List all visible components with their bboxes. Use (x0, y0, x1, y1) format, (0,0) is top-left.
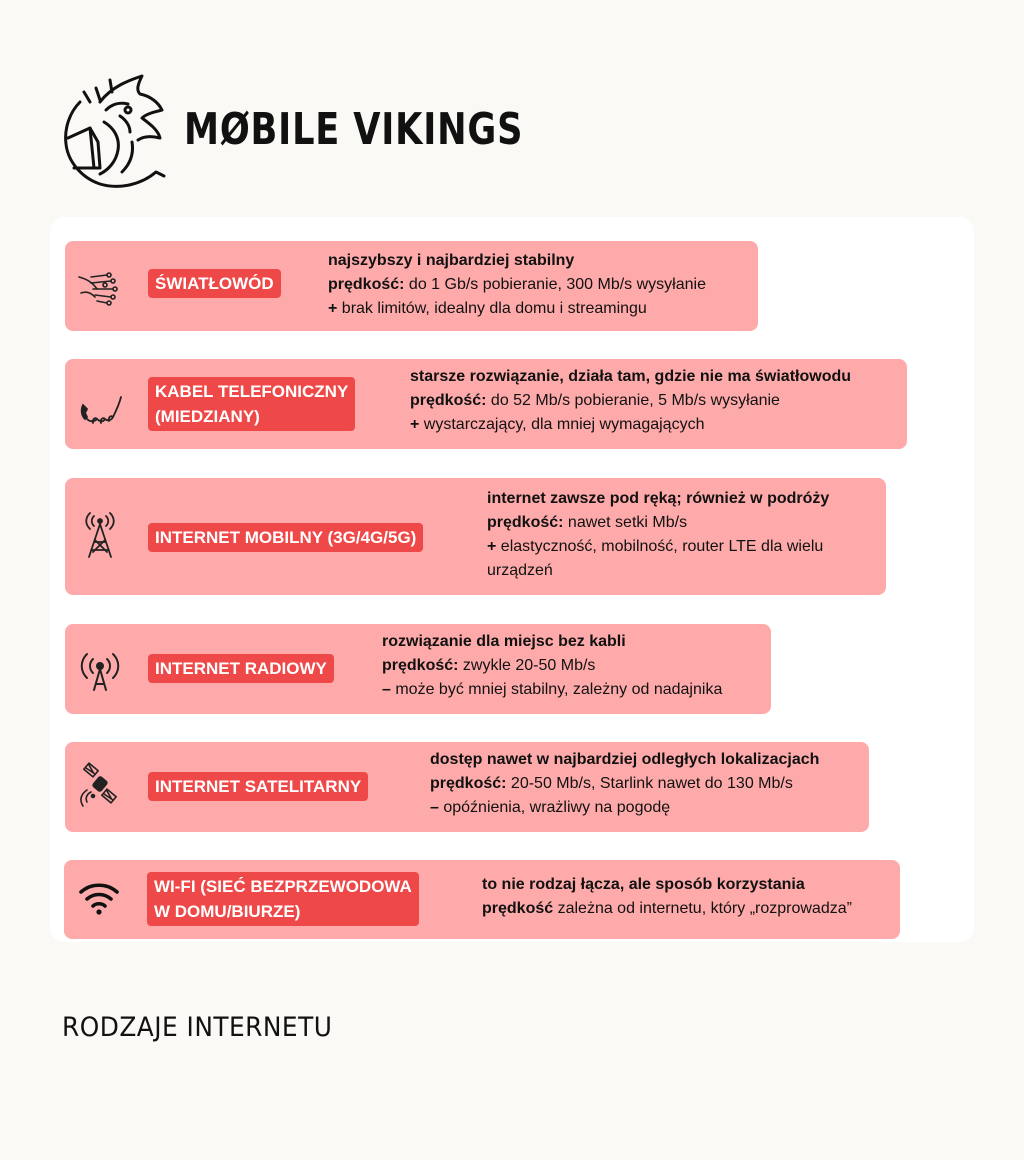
headline: internet zawsze pod ręką; również w podróży (487, 490, 830, 507)
dragon-head-icon (60, 72, 172, 190)
label-mobile: INTERNET MOBILNY (3G/4G/5G) (148, 523, 423, 552)
card-satellite (65, 742, 869, 832)
headline: starsze rozwiązanie, działa tam, gdzie nie ma światłowodu (410, 368, 852, 385)
page-title: RODZAJE INTERNETU (62, 1012, 333, 1043)
label-fiber: ŚWIATŁOWÓD (148, 269, 281, 298)
radio-antenna-icon (77, 646, 123, 692)
label-radio: INTERNET RADIOWY (148, 654, 334, 683)
desc-fiber: najszybszy i najbardziej stabilny prędkość: do 1 Gb/s pobieranie, 300 Mb/s wysyłanie + brak limitów, idealny dla domu i streamingu (328, 249, 706, 321)
card-mobile (65, 478, 886, 595)
desc-wifi: to nie rodzaj łącza, ale sposób korzystania prędkość zależna od internetu, który „rozprowadza” (482, 873, 852, 921)
fiber-optic-icon (77, 263, 123, 309)
headline: rozwiązanie dla miejsc bez kabli (382, 633, 626, 650)
brand-name[interactable]: MØBILE VIKINGS (184, 104, 524, 155)
label-copper: KABEL TELEFONICZNY (MIEDZIANY) (148, 377, 355, 431)
wifi-icon (76, 876, 122, 922)
desc-mobile: internet zawsze pod ręką; również w podróży prędkość: nawet setki Mb/s + elastyczność, mobilność, router LTE dla wielu urządzeń (487, 487, 877, 583)
cell-tower-icon (77, 512, 123, 558)
card-radio (65, 624, 771, 714)
label-wifi: WI-FI (SIEĆ BEZPRZEWODOWA W DOMU/BIURZE) (147, 872, 419, 926)
card-copper (65, 359, 907, 449)
card-wifi (64, 860, 900, 939)
brand-logo (60, 72, 524, 192)
headline: najszybszy i najbardziej stabilny (328, 252, 575, 269)
satellite-icon (77, 762, 123, 808)
label-satellite: INTERNET SATELITARNY (148, 772, 368, 801)
desc-radio: rozwiązanie dla miejsc bez kabli prędkość: zwykle 20-50 Mb/s – może być mniej stabilny, zależny od nadajnika (382, 630, 722, 702)
card-fiber (65, 241, 758, 331)
telephone-cord-icon (77, 383, 123, 429)
headline: to nie rodzaj łącza, ale sposób korzystania (482, 876, 805, 893)
headline: dostęp nawet w najbardziej odległych lokalizacjach (430, 751, 820, 768)
desc-satellite: dostęp nawet w najbardziej odległych lokalizacjach prędkość: 20-50 Mb/s, Starlink nawet do 130 Mb/s – opóźnienia, wrażliwy na pogodę (430, 748, 819, 820)
desc-copper: starsze rozwiązanie, działa tam, gdzie nie ma światłowodu prędkość: do 52 Mb/s pobieranie, 5 Mb/s wysyłanie + wystarczający, dla mniej wymagających (410, 365, 851, 437)
